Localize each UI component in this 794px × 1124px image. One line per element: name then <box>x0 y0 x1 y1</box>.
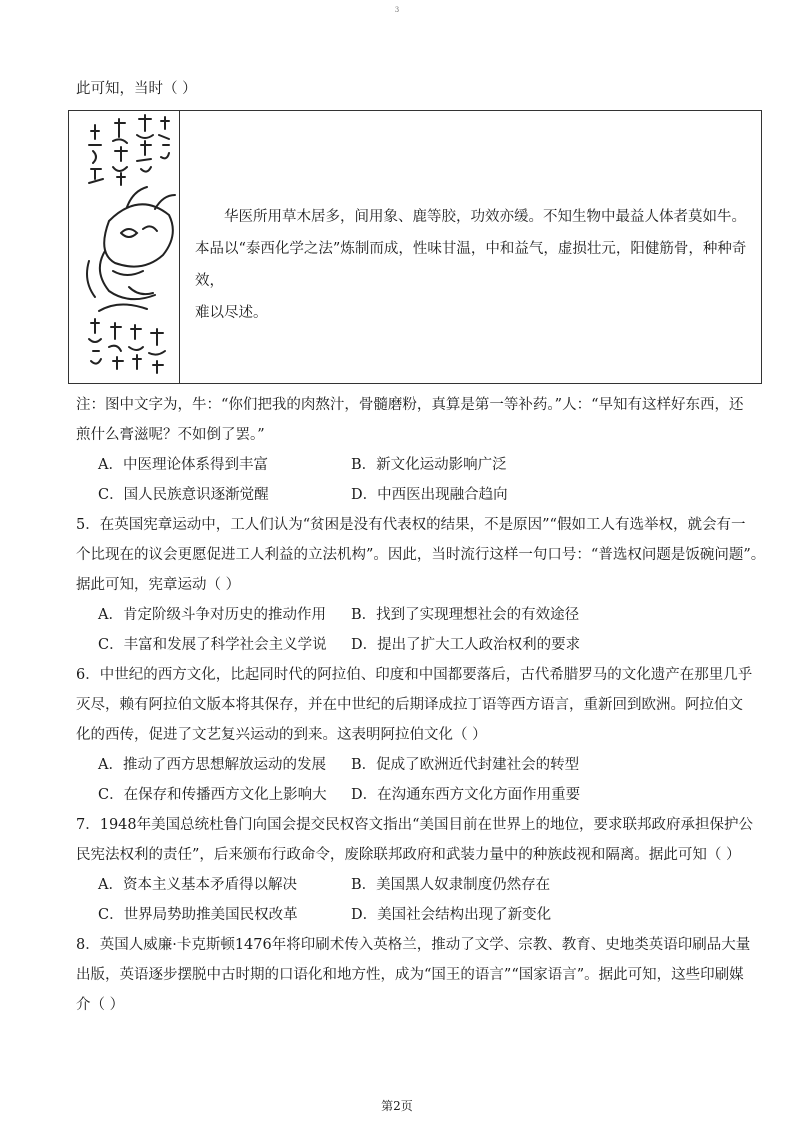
ad-text-line-1: 华医所用草木居多，间用象、鹿等胶，功效亦缓。不知生物中最益人体者莫如牛。 <box>224 209 746 225</box>
ox-cartoon-drawing <box>69 111 179 383</box>
q4-option-c: C．国人民族意识逐渐觉醒 <box>98 487 269 503</box>
q4-options-row-2 <box>76 486 766 504</box>
question-8 <box>76 936 766 1014</box>
exam-page-content <box>76 80 766 1026</box>
q4-options-row-1 <box>76 456 766 474</box>
q4-option-a: A．中医理论体系得到丰富 <box>98 457 268 473</box>
q5-stem-line-3: 据此可知，宪章运动（ ） <box>76 577 241 593</box>
q7-stem-line-2: 民宪法权利的责任”，后来颁布行政命令，废除联邦政府和武装力量中的种族歧视和隔离。据此可知（ ） <box>76 847 741 863</box>
q5-options-row-1 <box>76 606 766 624</box>
q6-option-b: B．促成了欧洲近代封建社会的转型 <box>351 757 580 773</box>
q4-option-b: B．新文化运动影响广泛 <box>351 457 507 473</box>
q4-advertisement-figure <box>68 110 762 384</box>
q6-option-a: A．推动了西方思想解放运动的发展 <box>98 757 326 773</box>
q8-stem-line-1: 8．英国人威廉·卡克斯顿1476年将印刷术传入英格兰，推动了文学、宗教、教育、史地类英语印刷品大量 <box>76 937 751 953</box>
q6-stem-line-1: 6．中世纪的西方文化，比起同时代的阿拉伯、印度和中国都要落后，古代希腊罗马的文化遗产在那里几乎 <box>76 667 753 683</box>
page-number: 第2页 <box>381 1099 413 1113</box>
q7-options-row-2 <box>76 906 766 924</box>
q5-option-b: B．找到了实现理想社会的有效途径 <box>351 607 580 623</box>
q6-options-row-1 <box>76 756 766 774</box>
q8-stem-line-2: 出版，英语逐步摆脱中古时期的口语化和地方性，成为“国王的语言”“国家语言”。据此可知，这些印刷媒 <box>76 967 744 983</box>
q4-stem-tail: 此可知，当时（ ） <box>76 81 197 97</box>
q5-stem-line-2: 个比现在的议会更愿促进工人利益的立法机构”。因此，当时流行这样一句口号：“普选权问题是饭碗问题”。 <box>76 547 766 563</box>
q4-note <box>76 396 766 444</box>
q6-option-c: C．在保存和传播西方文化上影响大 <box>98 787 327 803</box>
q7-options-row-1 <box>76 876 766 894</box>
page-top-mark: 3 <box>394 6 400 14</box>
question-7 <box>76 816 766 864</box>
q5-option-d: D．提出了扩大工人政治权利的要求 <box>351 637 581 653</box>
q8-stem-line-3: 介（ ） <box>76 997 125 1013</box>
q6-options-row-2 <box>76 786 766 804</box>
q4-note-line-1: 注：图中文字为，牛：“你们把我的肉熬汁，骨髓磨粉，真算是第一等补药。”人：“早知有这样好东西，还 <box>76 397 744 413</box>
q6-option-d: D．在沟通东西方文化方面作用重要 <box>351 787 581 803</box>
q7-option-a: A．资本主义基本矛盾得以解决 <box>98 877 297 893</box>
q6-stem-line-2: 灭尽，赖有阿拉伯文版本将其保存，并在中世纪的后期译成拉丁语等西方语言，重新回到欧洲。阿拉伯文 <box>76 697 743 713</box>
ad-text-line-2: 本品以“泰西化学之法”炼制而成，性味甘温，中和益气，虚损壮元，阳健筋骨，种种奇效， <box>195 241 747 289</box>
q6-stem-line-3: 化的西传，促进了文艺复兴运动的到来。这表明阿拉伯文化（ ） <box>76 727 487 743</box>
cartoon-ox-illustration <box>69 111 180 383</box>
question-6 <box>76 666 766 744</box>
q5-options-row-2 <box>76 636 766 654</box>
q5-option-c: C．丰富和发展了科学社会主义学说 <box>98 637 327 653</box>
q7-option-c: C．世界局势助推美国民权改革 <box>98 907 298 923</box>
q5-stem-line-1: 5．在英国宪章运动中，工人们认为“贫困是没有代表权的结果，不是原因”“假如工人有选举权，就会有一 <box>76 517 746 533</box>
q4-advertisement-text <box>195 201 751 329</box>
q4-note-line-2: 煎什么膏滋呢？不如倒了罢。” <box>76 427 265 443</box>
q5-option-a: A．肯定阶级斗争对历史的推动作用 <box>98 607 326 623</box>
q7-stem-line-1: 7．1948年美国总统杜鲁门向国会提交民权咨文指出“美国目前在世界上的地位，要求联邦政府承担保护公 <box>76 817 754 833</box>
question-5 <box>76 516 766 594</box>
ad-text-line-3: 难以尽述。 <box>195 305 268 321</box>
q7-option-d: D．美国社会结构出现了新变化 <box>351 907 552 923</box>
q7-option-b: B．美国黑人奴隶制度仍然存在 <box>351 877 551 893</box>
q4-option-d: D．中西医出现融合趋向 <box>351 487 508 503</box>
